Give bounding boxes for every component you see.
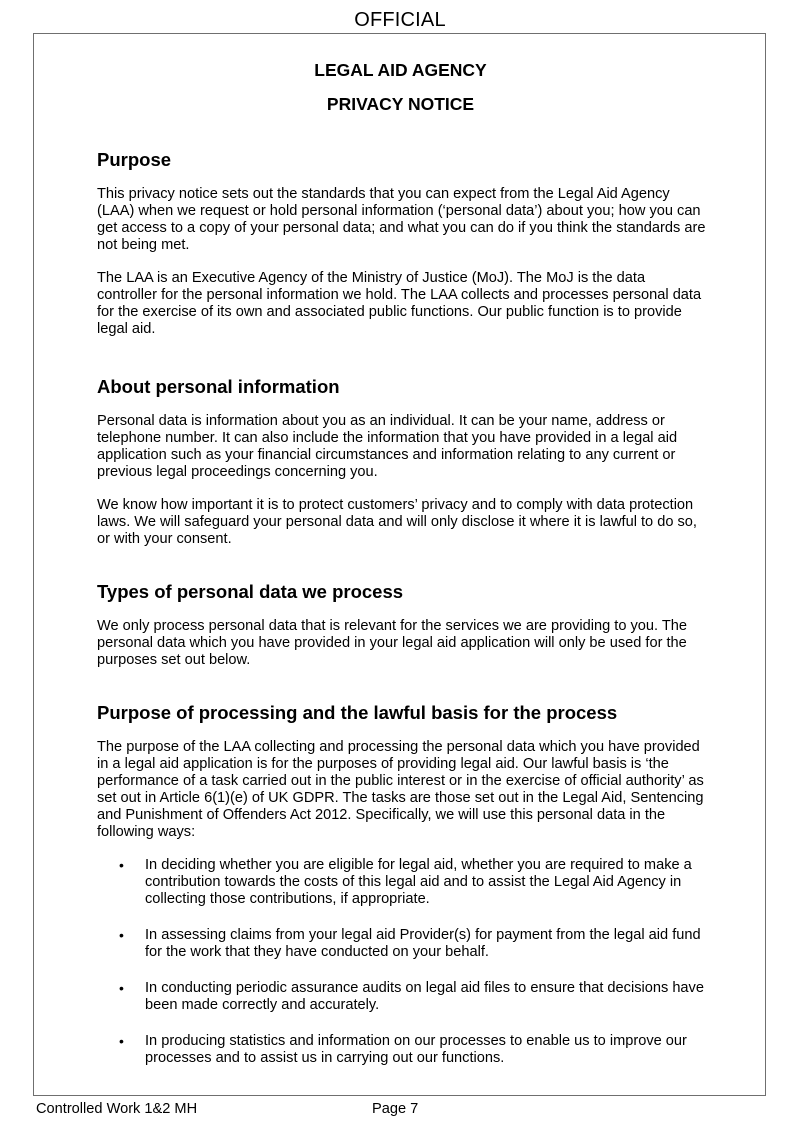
bullet-icon: •	[119, 1033, 124, 1049]
document-frame	[33, 33, 766, 1096]
purpose-paragraph-1: This privacy notice sets out the standards that you can expect from the Legal Aid Agency (LAA) when we request or hold personal information (‘personal data’) about you; how you can get access to a copy of your personal data; and what you can do if you think the standards are not being met.	[97, 186, 706, 253]
purpose-paragraph-2: The LAA is an Executive Agency of the Ministry of Justice (MoJ). The MoJ is the data controller for the personal information we hold. The LAA collects and processes personal data for the exercise of its own and associated public functions. Our public function is to provide legal aid.	[97, 270, 702, 337]
about-paragraph-2: We know how important it is to protect customers’ privacy and to comply with data protection laws. We will safeguard your personal data and will only disclose it where it is lawful to do so, or with your consent.	[97, 497, 697, 547]
list-item	[97, 927, 709, 961]
list-item-text: In conducting periodic assurance audits on legal aid files to ensure that decisions have been made correctly and accurately.	[145, 980, 704, 1013]
agency-title: LEGAL AID AGENCY	[314, 60, 487, 80]
list-item	[97, 857, 709, 908]
bullet-icon: •	[119, 857, 124, 873]
section-heading-purpose: Purpose	[97, 149, 172, 170]
bullet-icon: •	[119, 980, 124, 996]
bullet-icon: •	[119, 927, 124, 943]
processing-uses-list	[97, 857, 709, 1086]
classification-marking: OFFICIAL	[354, 9, 446, 31]
list-item-text: In producing statistics and information on our processes to enable us to improve our processes and to assist us in carrying out our functions.	[145, 1033, 687, 1066]
list-item	[97, 980, 709, 1014]
list-item	[97, 1033, 709, 1067]
footer-page-number: Page 7	[372, 1101, 419, 1117]
types-paragraph-1: We only process personal data that is relevant for the services we are providing to you. The personal data which you have provided in your legal aid application will only be used for the purposes set out below.	[97, 618, 688, 668]
list-item-text: In deciding whether you are eligible for legal aid, whether you are required to make a contribution towards the costs of this legal aid and to assist the Legal Aid Agency in collecting those contributions, if appropriate.	[145, 857, 692, 907]
list-item-text: In assessing claims from your legal aid Provider(s) for payment from the legal aid fund for the work that they have conducted on your behalf.	[145, 927, 701, 960]
section-heading-purpose-of-processing: Purpose of processing and the lawful basis for the process	[97, 702, 618, 723]
processing-paragraph-1: The purpose of the LAA collecting and processing the personal data which you have provided in a legal aid application is for the purposes of providing legal aid. Our lawful basis is ‘the performance of a task carried out in the public interest or in the exercise of official authority’ as set out in Article 6(1)(e) of UK GDPR. The tasks are those set out in the Legal Aid, Sentencing and Punishment of Offenders Act 2012. Specifically, we will use this personal data in the following ways:	[97, 739, 704, 840]
section-heading-types-of-personal-data: Types of personal data we process	[97, 581, 404, 602]
notice-title: PRIVACY NOTICE	[326, 94, 475, 114]
about-paragraph-1: Personal data is information about you as an individual. It can be your name, address or telephone number. It can also include the information that you have provided in a legal aid application such as your financial circumstances and information relating to any current or previous legal proceedings concerning you.	[97, 413, 678, 480]
footer-form-name: Controlled Work 1&2 MH	[36, 1101, 198, 1117]
section-heading-about-personal-information: About personal information	[97, 376, 340, 397]
